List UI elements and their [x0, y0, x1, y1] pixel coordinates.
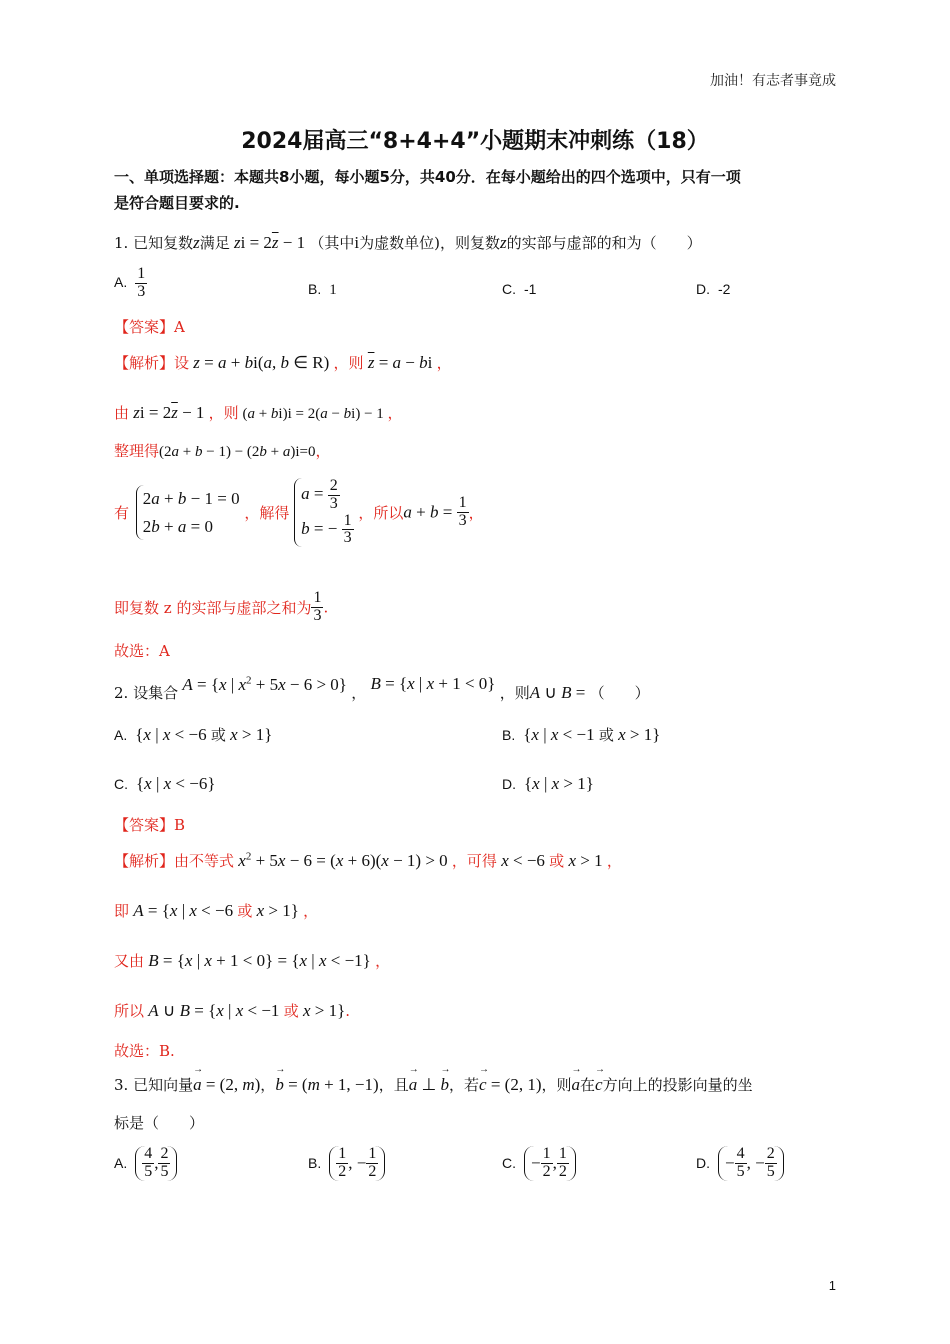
q1-answer: 【答案】A — [114, 318, 185, 336]
q2-conclusion: 故选：B. — [114, 1042, 175, 1060]
q3-stem: 3. 已知向量→ a = (2, m)，→ b = (m + 1, −1)，且→ a ⊥ → b，若→ c = (2, 1)，则→ a在→ c方向上的投影向量的坐 — [114, 1074, 753, 1095]
section-heading: 一、单项选择题：本题共8小题，每小题5分，共40分．在每小题给出的四个选项中，只有一项 — [114, 168, 741, 186]
q2-analysis-line1: 【解析】由不等式 $x^2 + 5x - 6 = (x + 6)(x - 1) > 0$ ，可得 x < −6 或 x > 1 ， — [114, 850, 622, 870]
q2-analysis-line2: 即 A = {x | x < −6 或 x > 1} ， — [114, 901, 319, 920]
q1-option-d: D. -2 — [696, 281, 731, 297]
q3-option-d: D. − $\frac{4}{5}$ , − $\frac{2}{5}$ — [696, 1146, 784, 1181]
q1-analysis-line2: 由 zi = $2\overline{z} - 1$ ，则 (a + bi)i = 2(a − bi) − 1 ， — [114, 403, 403, 422]
q2-option-b: B. {x | x < −1 或 x > 1} — [502, 725, 661, 744]
q1-option-a: A. $\frac{1}{3}$ — [114, 265, 146, 300]
q1-stem: 1. 已知复数z满足 zi = $2\overline{z} - 1$ （其中i为虚数单位)，则复数z的实部与虚部的和为（ ） — [114, 233, 702, 252]
q3-option-c: C. − $\frac{1}{2}$ , $\frac{1}{2}$ — [502, 1146, 576, 1181]
q2-option-d: D. {x | x > 1} — [502, 774, 594, 793]
q1-option-c: C. -1 — [502, 281, 537, 297]
q3-option-a: A. $\frac{4}{5}$ , $\frac{2}{5}$ — [114, 1146, 177, 1181]
q1-analysis-line1: 【解析】设 z = a + bi(a, b ∈ R) ，则 $\overline{z} = a$ − bi ， — [114, 353, 452, 372]
q2-analysis-line3: 又由 B = {x | x + 1 < 0} = {x | x < −1} ， — [114, 951, 391, 970]
q2-analysis-line4: 所以 A ∪ B = {x | x < −1 或 x > 1}. — [114, 1001, 351, 1020]
q1-analysis-line4: 有 2a + b − 1 = 0 2b + a = 0 ，解得 a = $\frac{2}{3}$ b = − $\frac{1}{3}$ ，所以a + b = $\frac{1}{3}$ ， — [114, 477, 484, 547]
section-heading-cont: 是符合题目要求的. — [114, 194, 240, 212]
q2-option-c: C. {x | x < −6} — [114, 774, 216, 793]
q3-option-b: B. $\frac{1}{2}$ , − $\frac{1}{2}$ — [308, 1146, 385, 1181]
q3-stem-cont: 标是（ ） — [114, 1114, 205, 1132]
q2-answer: 【答案】B — [114, 816, 186, 834]
page-title: 2024届高三“8+4+4”小题期末冲刺练（18） — [241, 129, 709, 154]
q1-conclusion: 故选：A — [114, 642, 170, 660]
q1-analysis-line3: 整理得(2a + b − 1) − (2b + a)i=0， — [114, 442, 331, 460]
q2-option-a: A. {x | x < −6 或 x > 1} — [114, 725, 273, 744]
q1-analysis-line5: 即复数 z 的实部与虚部之和为 $\frac{1}{3}$ . — [114, 589, 329, 624]
page-number: 1 — [828, 1278, 836, 1293]
q1-option-b: B. 1 — [308, 281, 337, 298]
page-header: 加油！有志者事竟成 — [710, 73, 836, 89]
q2-stem: 2. 设集合 A = {x | $x^2 + 5x - 6 > 0$} ， B = {x | x + 1 < 0} ，则A ∪ B = （ ） — [114, 674, 650, 702]
